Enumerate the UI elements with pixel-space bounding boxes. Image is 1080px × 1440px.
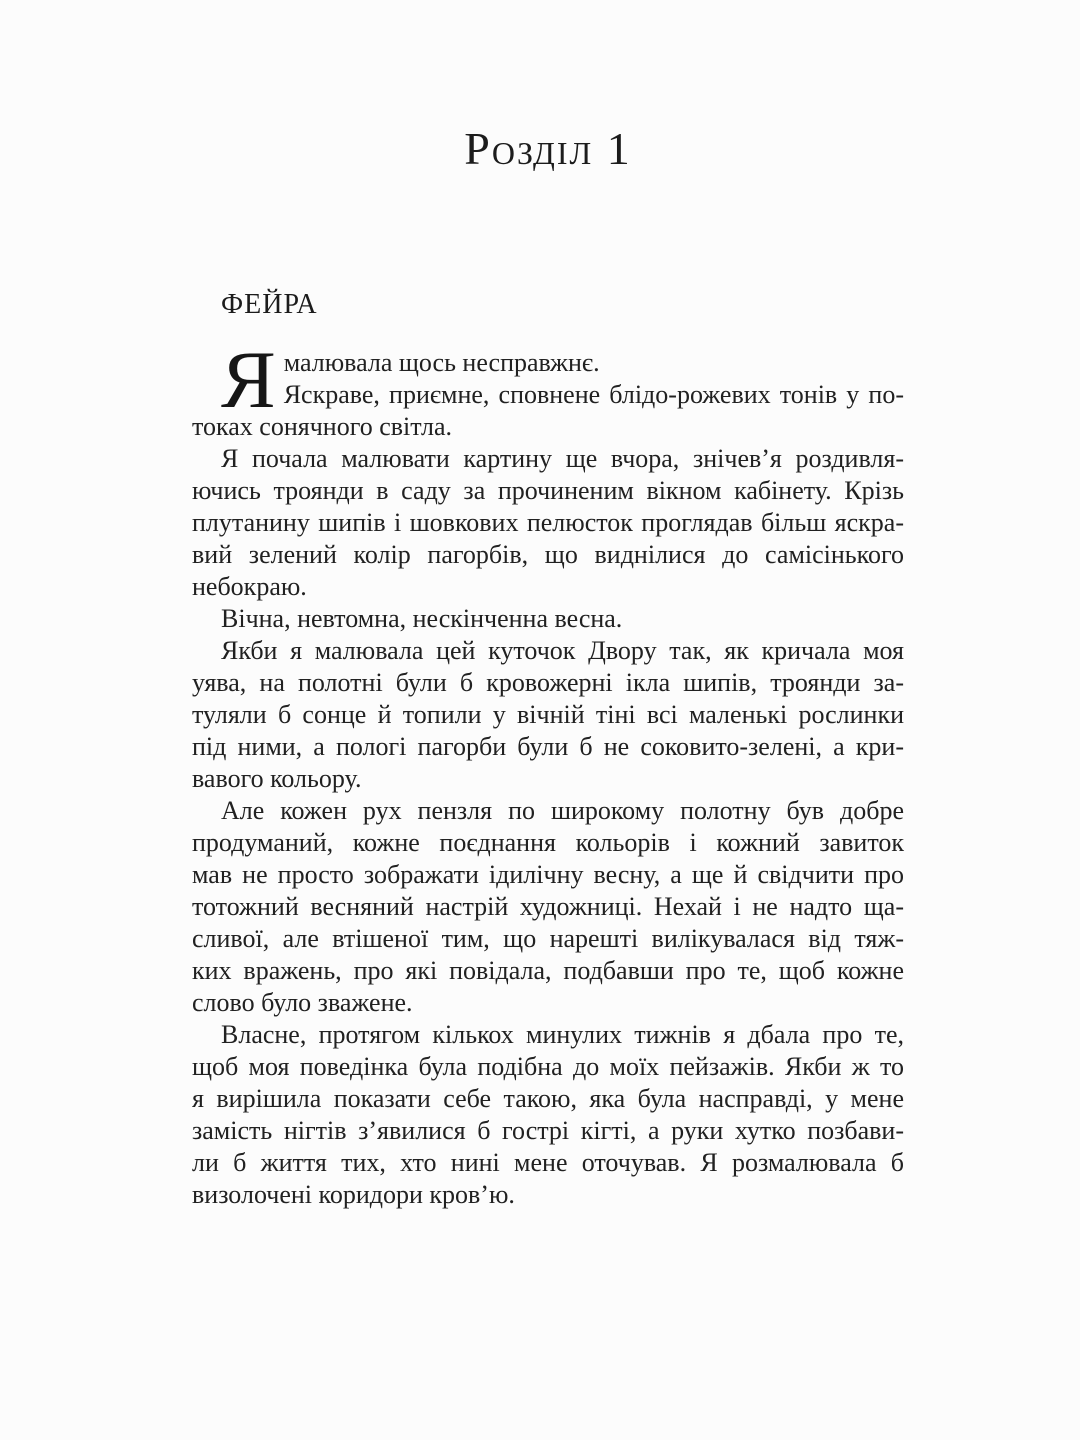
text-line: Я почала малювати картину ще вчора, знічев’я роздивля-	[221, 444, 904, 473]
text-line: Але кожен рух пензля по широкому полотну був добре	[221, 796, 904, 825]
text-line: визолочені коридори кров’ю.	[192, 1180, 515, 1209]
paragraph	[192, 635, 904, 795]
paragraph	[192, 443, 904, 603]
chapter-title: Розділ 1	[464, 123, 632, 174]
text-line: продуманий, кожне поєднання кольорів і кожний завиток	[192, 828, 904, 857]
body-text	[192, 334, 904, 1211]
page-content	[192, 0, 904, 1211]
text-line: вавого кольору.	[192, 764, 362, 793]
text-line: Власне, протягом кількох минулих тижнів я дбала про те,	[221, 1020, 904, 1049]
paragraph	[192, 347, 904, 379]
text-line: слово було зважене.	[192, 988, 413, 1017]
text-line: Вічна, невтомна, нескінченна весна.	[221, 604, 623, 633]
text-line: тотожний весняний настрій художниці. Нехай і не надто ща-	[192, 892, 904, 921]
text-line: замість нігтів з’явилися б гострі кігті, а руки хутко позбави-	[192, 1116, 904, 1145]
paragraph	[192, 603, 904, 635]
text-line: я вирішила показати себе такою, яка була насправді, у мене	[192, 1084, 904, 1113]
text-line: туляли б сонце й топили у вічній тіні всі маленькі рослинки	[192, 700, 904, 729]
text-line: під ними, а пологі пагорби були б не соковито-зелені, а кри-	[192, 732, 904, 761]
text-line: вий зелений колір пагорбів, що виднілися до самісінького	[192, 540, 904, 569]
paragraph	[192, 795, 904, 1019]
section-heading: ФЕЙРА	[221, 289, 318, 320]
text-line: ких вражень, про які повідала, подбавши про те, щоб кожне	[192, 956, 904, 985]
text-line: уява, на полотні були б кровожерні ікла шипів, троянди за-	[192, 668, 904, 697]
text-line: плутанину шипів і шовкових пелюсток проглядав більш яскра-	[192, 508, 904, 537]
text-line: небокраю.	[192, 572, 307, 601]
text-line: ли б життя тих, хто нині мене оточував. Я розмалювала б	[192, 1148, 904, 1177]
text-line: мав не просто зображати ідилічну весну, а ще й свідчити про	[192, 860, 904, 889]
text-line: токах сонячного світла.	[192, 412, 452, 441]
paragraph	[192, 379, 904, 443]
text-line: Якби я малювала цей куточок Двору так, як кричала моя	[221, 636, 904, 665]
text-line: Яскраве, приємне, сповнене блідо-рожевих тонів у по-	[283, 380, 904, 409]
text-line: малювала щось несправжнє.	[283, 348, 600, 377]
drop-cap: Я	[221, 334, 276, 425]
paragraph	[192, 1019, 904, 1211]
text-line: ючись троянди в саду за прочиненим вікном кабінету. Крізь	[192, 476, 904, 505]
text-line: щоб моя поведінка була подібна до моїх пейзажів. Якби ж то	[192, 1052, 904, 1081]
text-line: сливої, але втішеної тим, що нарешті вилікувалася від тяж-	[192, 924, 904, 953]
